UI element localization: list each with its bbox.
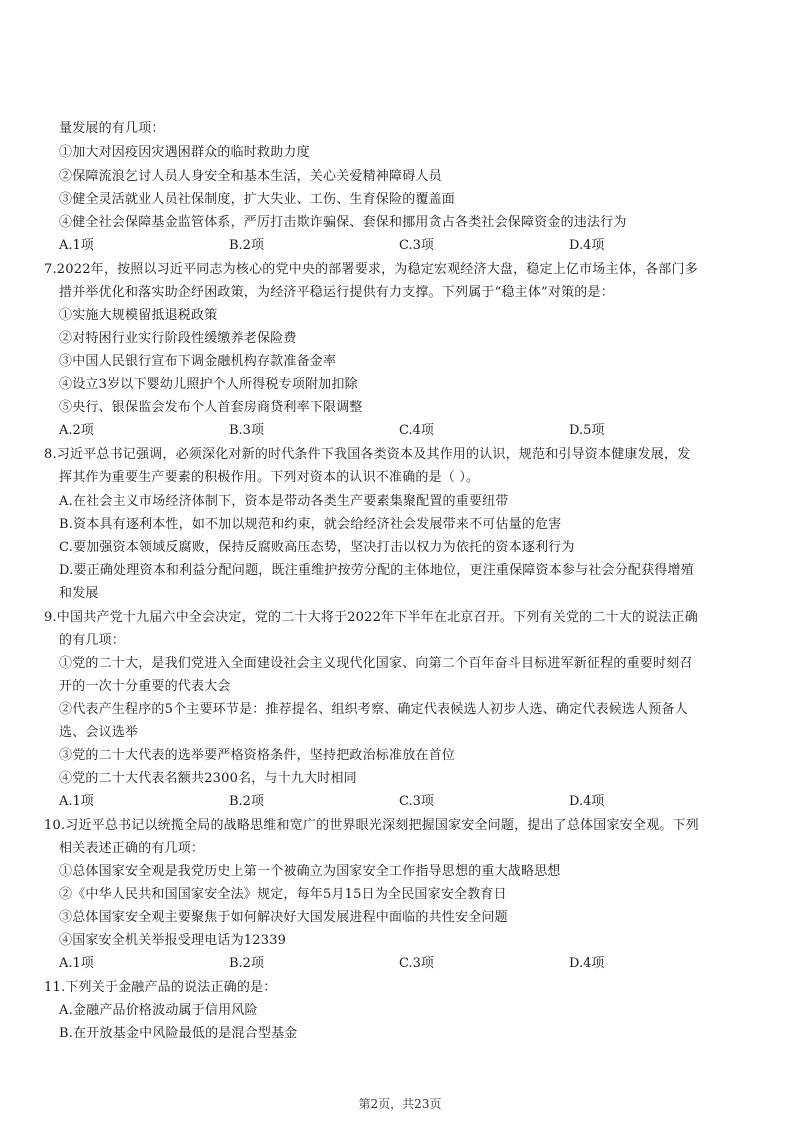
q9-item-4: ④党的二十大代表名额共2300名，与十九大时相同 <box>59 771 357 786</box>
q9-stem-line-1: 9.中国共产党十九届六中全会决定，党的二十大将于2022年下半年在北京召开。下列有关党的二十大的说法正确 <box>44 610 698 625</box>
q7-choice-b: B.3项 <box>229 423 264 438</box>
q6-stem-continuation: 量发展的有几项： <box>59 121 165 136</box>
q9-item-3: ③党的二十大代表的选举要严格资格条件，坚持把政治标准放在首位 <box>59 748 456 763</box>
q10-item-1: ①总体国家安全观是我党历史上第一个被确立为国家安全工作指导思想的重大战略思想 <box>59 864 561 879</box>
q10-choice-b: B.2项 <box>229 956 264 971</box>
q10-choice-d: D.4项 <box>569 956 605 971</box>
q6-item-3: ③健全灵活就业人员社保制度，扩大失业、工伤、生育保险的覆盖面 <box>59 192 456 207</box>
q7-choice-d: D.5项 <box>569 423 605 438</box>
q8-stem-line-2: 挥其作为重要生产要素的积极作用。下列对资本的认识不准确的是（ ）。 <box>59 470 480 485</box>
q7-item-4: ④设立3岁以下婴幼儿照护个人所得税专项附加扣除 <box>59 377 358 392</box>
q9-item-1-line-2: 开的一次十分重要的代表大会 <box>59 679 231 694</box>
q11-stem: 11.下列关于金融产品的说法正确的是： <box>44 980 277 995</box>
q7-item-2: ②对特困行业实行阶段性缓缴养老保险费 <box>59 331 297 346</box>
q8-stem-line-1: 8.习近平总书记强调，必须深化对新的时代条件下我国各类资本及其作用的认识，规范和引导资本健康发展，发 <box>44 447 691 462</box>
q8-option-b: B.资本具有逐利本性，如不加以规范和约束，就会给经济社会发展带来不可估量的危害 <box>59 517 562 532</box>
q10-stem-line-2: 相关表述正确的有几项： <box>59 841 205 856</box>
q7-stem-line-2: 措并举优化和落实助企纾困政策，为经济平稳运行提供有力支撑。下列属于“稳主体”对策的是： <box>59 285 614 300</box>
q10-choice-a: A.1项 <box>59 956 94 971</box>
q7-item-3: ③中国人民银行宣布下调金融机构存款准备金率 <box>59 354 337 369</box>
q6-item-2: ②保障流浪乞讨人员人身安全和基本生活，关心关爱精神障碍人员 <box>59 169 442 184</box>
q6-choice-a: A.1项 <box>59 238 94 253</box>
q11-option-b: B.在开放基金中风险最低的是混合型基金 <box>59 1026 298 1041</box>
q9-choice-b: B.2项 <box>229 794 264 809</box>
q10-item-3: ③总体国家安全观主要聚焦于如何解决好大国发展进程中面临的共性安全问题 <box>59 910 508 925</box>
q9-item-2-line-1: ②代表产生程序的5个主要环节是：推荐提名、组织考察、确定代表候选人初步人选、确定代表候选人预备人 <box>59 702 688 717</box>
q7-item-5: ⑤央行、银保监会发布个人首套房商贷利率下限调整 <box>59 400 363 415</box>
q8-option-d-continuation: 和发展 <box>59 586 99 601</box>
q7-choice-c: C.4项 <box>399 423 434 438</box>
q8-option-c: C.要加强资本领域反腐败，保持反腐败高压态势，坚决打击以权力为依托的资本逐利行为 <box>59 540 575 555</box>
q6-item-1: ①加大对因疫因灾遇困群众的临时救助力度 <box>59 145 310 160</box>
q8-option-a: A.在社会主义市场经济体制下，资本是带动各类生产要素集聚配置的重要纽带 <box>59 494 509 509</box>
q11-option-a: A.金融产品价格波动属于信用风险 <box>59 1003 258 1018</box>
q9-choice-d: D.4项 <box>569 794 605 809</box>
q9-choice-c: C.3项 <box>399 794 434 809</box>
q8-option-d: D.要正确处理资本和利益分配问题，既注重维护按劳分配的主体地位，更注重保障资本参与社会分配获得增殖 <box>59 563 694 578</box>
q6-choice-c: C.3项 <box>399 238 434 253</box>
q10-stem-line-1: 10.习近平总书记以统揽全局的战略思维和宽广的世界眼光深刻把握国家安全问题，提出了总体国家安全观。下列 <box>44 818 699 833</box>
q9-item-2-line-2: 选、会议选举 <box>59 725 139 740</box>
q6-choice-b: B.2项 <box>229 238 264 253</box>
page-number-footer: 第2页，共23页 <box>358 1097 442 1111</box>
q7-stem-line-1: 7.2022年，按照以习近平同志为核心的党中央的部署要求，为稳定宏观经济大盘，稳定上亿市场主体，各部门多 <box>44 262 698 277</box>
q7-choice-a: A.2项 <box>59 423 94 438</box>
q6-choice-d: D.4项 <box>569 238 605 253</box>
q9-choice-a: A.1项 <box>59 794 94 809</box>
q9-item-1-line-1: ①党的二十大，是我们党进入全面建设社会主义现代化国家、向第二个百年奋斗目标进军新征程的重要时刻召 <box>59 656 693 671</box>
q7-item-1: ①实施大规模留抵退税政策 <box>59 308 218 323</box>
q10-choice-c: C.3项 <box>399 956 434 971</box>
q10-item-2: ②《中华人民共和国国家安全法》规定，每年5月15日为全民国家安全教育日 <box>59 887 507 902</box>
q9-stem-line-2: 的有几项： <box>59 633 126 648</box>
q10-item-4: ④国家安全机关举报受理电话为12339 <box>59 933 287 948</box>
q6-item-4: ④健全社会保障基金监管体系，严厉打击欺诈骗保、套保和挪用贪占各类社会保障资金的违法行为 <box>59 215 627 230</box>
